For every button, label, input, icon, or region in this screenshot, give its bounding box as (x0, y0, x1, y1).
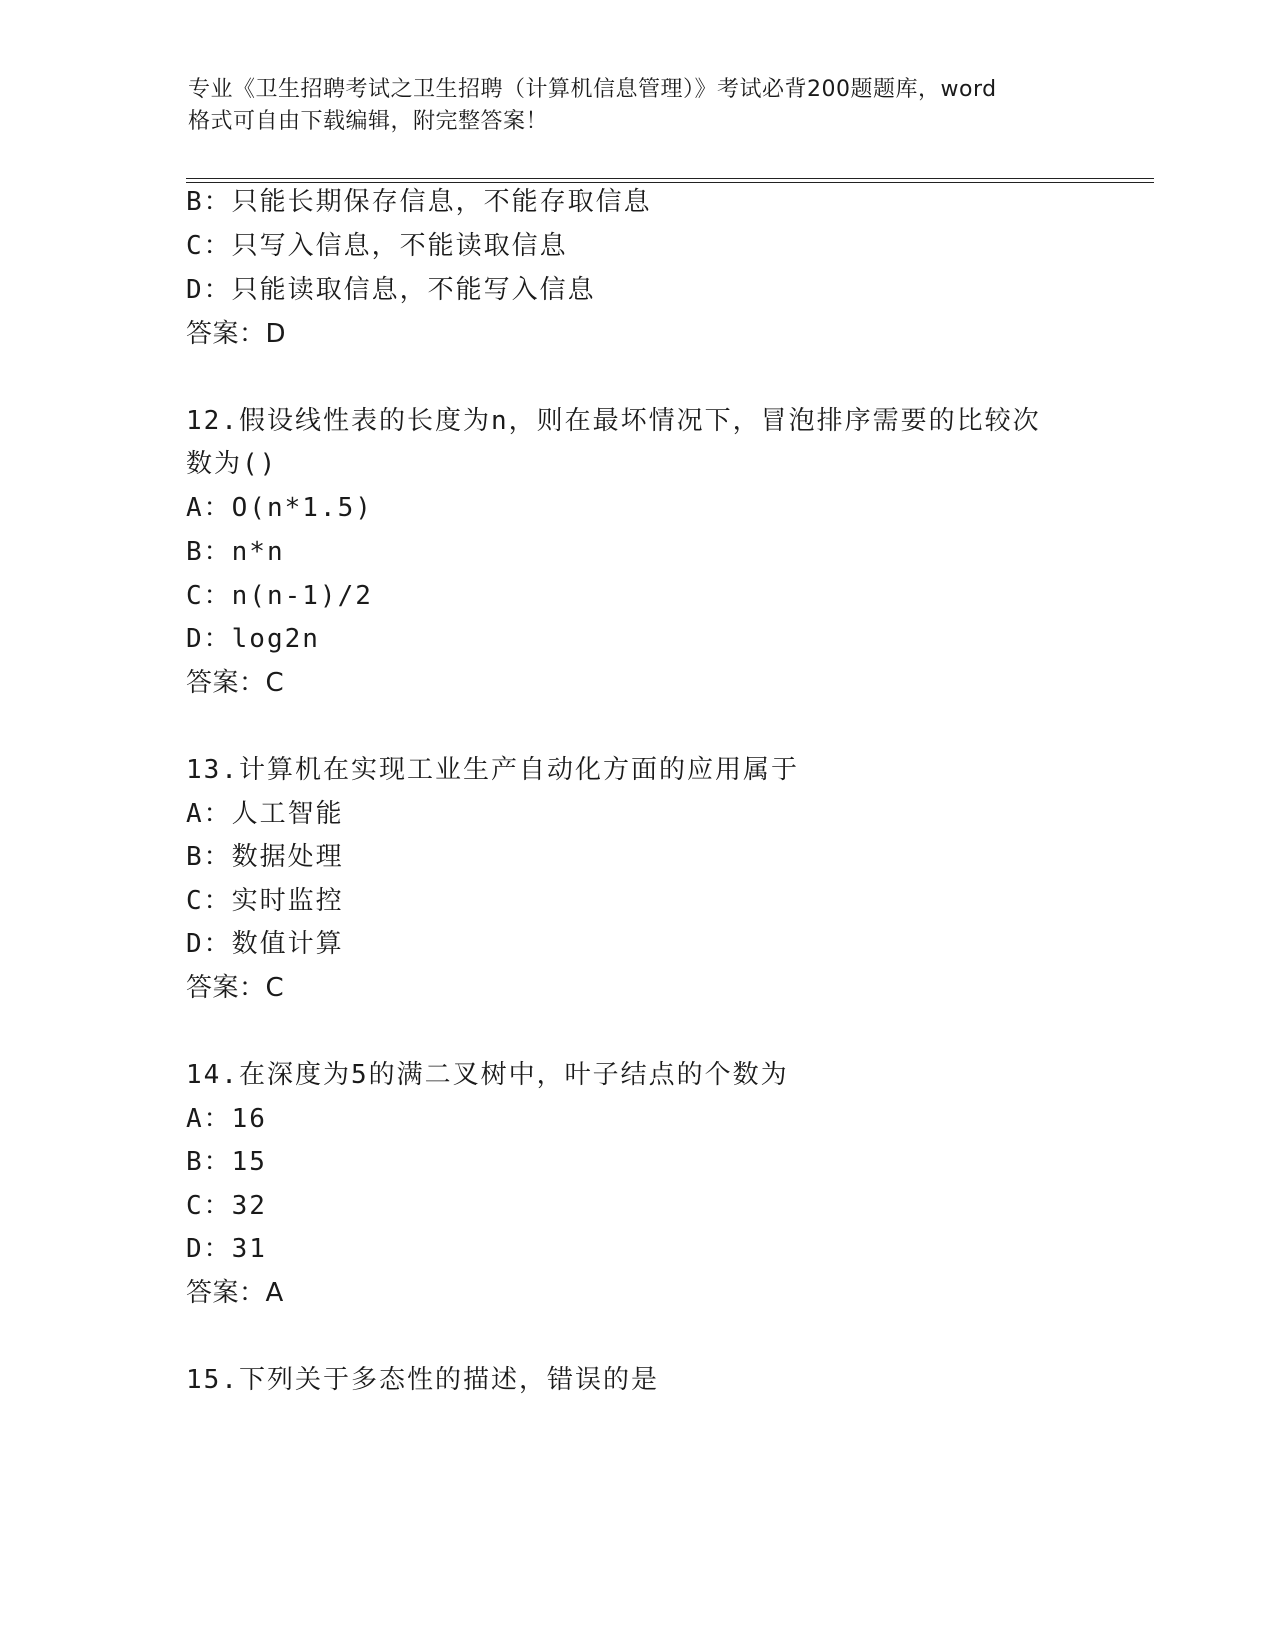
q12-option-a: A：O(n*1.5) (186, 493, 373, 523)
document-header (188, 74, 1088, 138)
q14-option-a: A：16 (186, 1104, 267, 1134)
q14-answer: 答案：A (186, 1278, 284, 1308)
q13-option-a: A：人工智能 (186, 799, 344, 829)
q12-answer: 答案：C (186, 668, 285, 698)
q14-stem: 14.在深度为5的满二叉树中，叶子结点的个数为 (186, 1060, 789, 1090)
q13-stem: 13.计算机在实现工业生产自动化方面的应用属于 (186, 755, 799, 785)
q11-option-b: B：只能长期保存信息，不能存取信息 (186, 187, 652, 217)
q12-option-b: B：n*n (186, 537, 285, 567)
q13-option-b: B：数据处理 (186, 842, 344, 872)
q12-option-c: C：n(n-1)/2 (186, 581, 373, 611)
q15-stem: 15.下列关于多态性的描述，错误的是 (186, 1365, 659, 1395)
q11-option-d: D：只能读取信息，不能写入信息 (186, 275, 596, 305)
q11-answer: 答案：D (186, 319, 287, 349)
q12-stem-line-2: 数为() (186, 449, 278, 479)
header-double-rule (186, 178, 1154, 183)
q13-option-d: D：数值计算 (186, 929, 344, 959)
q13-answer: 答案：C (186, 973, 285, 1003)
q12-stem-line-1: 12.假设线性表的长度为n，则在最坏情况下，冒泡排序需要的比较次 (186, 406, 1041, 436)
q14-option-c: C：32 (186, 1191, 267, 1221)
q14-option-d: D：31 (186, 1234, 267, 1264)
header-line-2: 格式可自由下载编辑，附完整答案！ (188, 109, 549, 134)
q12-option-d: D：log2n (186, 624, 320, 654)
q11-option-c: C：只写入信息，不能读取信息 (186, 231, 568, 261)
header-line-1: 专业《卫生招聘考试之卫生招聘（计算机信息管理）》考试必背200题题库，word (188, 77, 997, 102)
q13-option-c: C：实时监控 (186, 886, 344, 916)
q14-option-b: B：15 (186, 1147, 267, 1177)
